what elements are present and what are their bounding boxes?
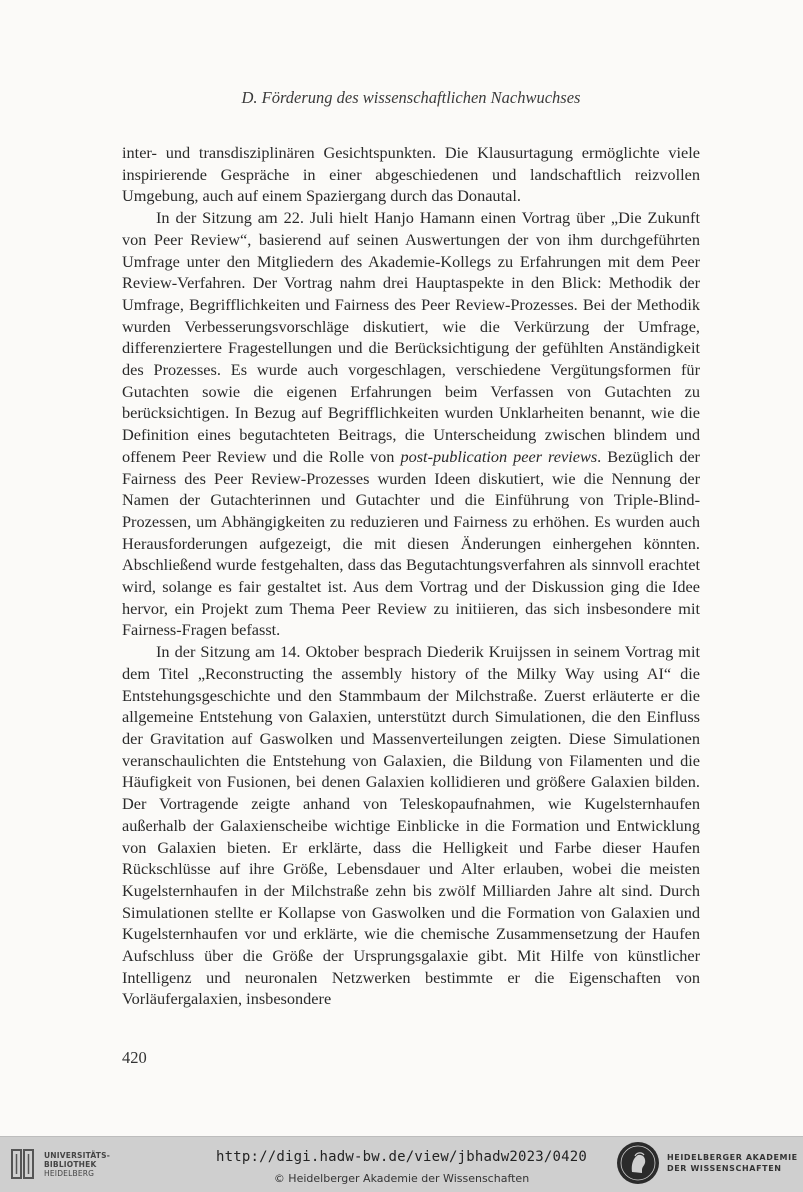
ub-logo-line1: UNIVERSITÄTS- xyxy=(44,1151,111,1160)
ub-logo-line2: BIBLIOTHEK xyxy=(44,1160,97,1169)
italic-term: post-publication peer reviews xyxy=(400,446,598,466)
running-head: D. Förderung des wissenschaftlichen Nachwuchses xyxy=(241,88,581,107)
academy-logo-line2: DER WISSENSCHAFTEN xyxy=(667,1164,782,1173)
academy-logo-line1: HEIDELBERGER AKADEMIE xyxy=(667,1153,798,1162)
paragraph xyxy=(122,142,700,207)
paragraph xyxy=(122,207,700,641)
page-number: 420 xyxy=(122,1048,147,1067)
academy-seal-icon xyxy=(615,1140,661,1186)
paragraph-text: In der Sitzung am 14. Oktober besprach Diederik Kruijssen in seinem Vortrag mit dem Titel „Reconstructing the assembly history of the Milky Way using AI“ die Entstehungsgeschichte und den Stammbaum der Milchstraße. Zuerst erläuterte er die allgemeine Entstehung von Galaxien, unterstützt durch Simulationen, die den Einfluss der Gravitation auf Gaswolken und Massenverteilungen zeigten. Diese Simulationen veranschaulichten die Entstehung von Galaxien, die Bildung von Filamenten und die Häufigkeit von Fusionen, bei denen Galaxien kollidieren und größere Galaxien bilden. Der Vortragende zeigte anhand von Teleskopaufnahmen, wie Kugelsternhaufen außerhalb der Galaxienscheibe wichtige Einblicke in die Formation und Entwicklung von Galaxien bieten. Er erklärte, dass die Helligkeit und Farbe dieser Haufen Rückschlüsse auf ihre Größe, Lebensdauer und Alter erlauben, wobei die meisten Kugelsternhaufen in der Milchstraße zehn bis zwölf Milliarden Jahre alt sind. Durch Simulationen stellte er Kollapse von Gaswolken und die Formation von Galaxien und Kugelsternhaufen vor und erklärte, wie die chemische Zusammensetzung der Haufen Aufschluss über die Größe der Ursprungsgalaxie gibt. Mit Hilfe von künstlicher Intelligenz und neuronalen Netzwerken bestimmte er die Eigenschaften von Vorläufergalaxien, insbesondere xyxy=(122,642,700,1009)
paragraph-text: inter- und transdisziplinären Gesichtspunkten. Die Klausurtagung ermöglichte viele inspirierende Gespräche in einer abgeschiedenen und landschaftlich reizvollen Umgebung, auch auf einem Spaziergang durch das Donautal. xyxy=(122,143,700,206)
viewer-footer xyxy=(0,1136,803,1192)
academy-logo[interactable] xyxy=(615,1140,803,1188)
paragraph-text: In der Sitzung am 22. Juli hielt Hanjo Hamann einen Vortrag über „Die Zukunft von Peer Review“, basierend auf seinen Auswertungen der von ihm durchgeführten Umfrage unter den Mitgliedern des Akademie-Kollegs zu Erfahrungen mit dem Peer Review-Verfahren. Der Vortrag nahm drei Hauptaspekte in den Blick: Methodik der Umfrage, Begrifflichkeiten und Fairness des Peer Review-Prozesses. Bei der Methodik wurden Verbesserungsvorschläge diskutiert, wie die Verkürzung der Umfrage, differenziertere Fragestellungen und die Berücksichtigung der gefühlten Anständigkeit des Prozesses. Es wurde auch vorgeschlagen, verschiedene Vergütungsformen für Gutachten sowie die eigenen Erfahrungen beim Verfassen von Gutachten zu berücksichtigen. In Bezug auf Begrifflichkeiten wurden Unklarheiten benannt, wie die Definition eines begutachteten Beitrags, die Unterscheidung zwischen blindem und offenem Peer Review und die Rolle von xyxy=(122,208,700,466)
paragraph-text: . Bezüglich der Fairness des Peer Review-Prozesses wurden Ideen diskutiert, wie die Nennung der Namen der Gutachterinnen und Gutachter und die Einführung von Triple-Blind-Prozessen, um Abhängigkeiten zu reduzieren und Fairness zu erhöhen. Es wurden auch Herausforderungen aufgezeigt, die mit diesen Änderungen einhergehen könnten. Abschließend wurde festgehalten, dass das Begutachtungsverfahren als sinnvoll erachtet wird, solange es fair gestaltet ist. Aus dem Vortrag und der Diskussion ging die Idee hervor, ein Projekt zum Thema Peer Review zu initiieren, das sich insbesondere mit Fairness-Fragen befasst. xyxy=(122,446,700,640)
paragraph xyxy=(122,641,700,1010)
ub-logo-line3: HEIDELBERG xyxy=(44,1169,95,1178)
body-text xyxy=(122,142,700,1010)
copyright-notice: © Heidelberger Akademie der Wissenschaften xyxy=(273,1172,530,1185)
permalink-url[interactable]: http://digi.hadw-bw.de/view/jbhadw2023/0420 xyxy=(215,1149,588,1165)
